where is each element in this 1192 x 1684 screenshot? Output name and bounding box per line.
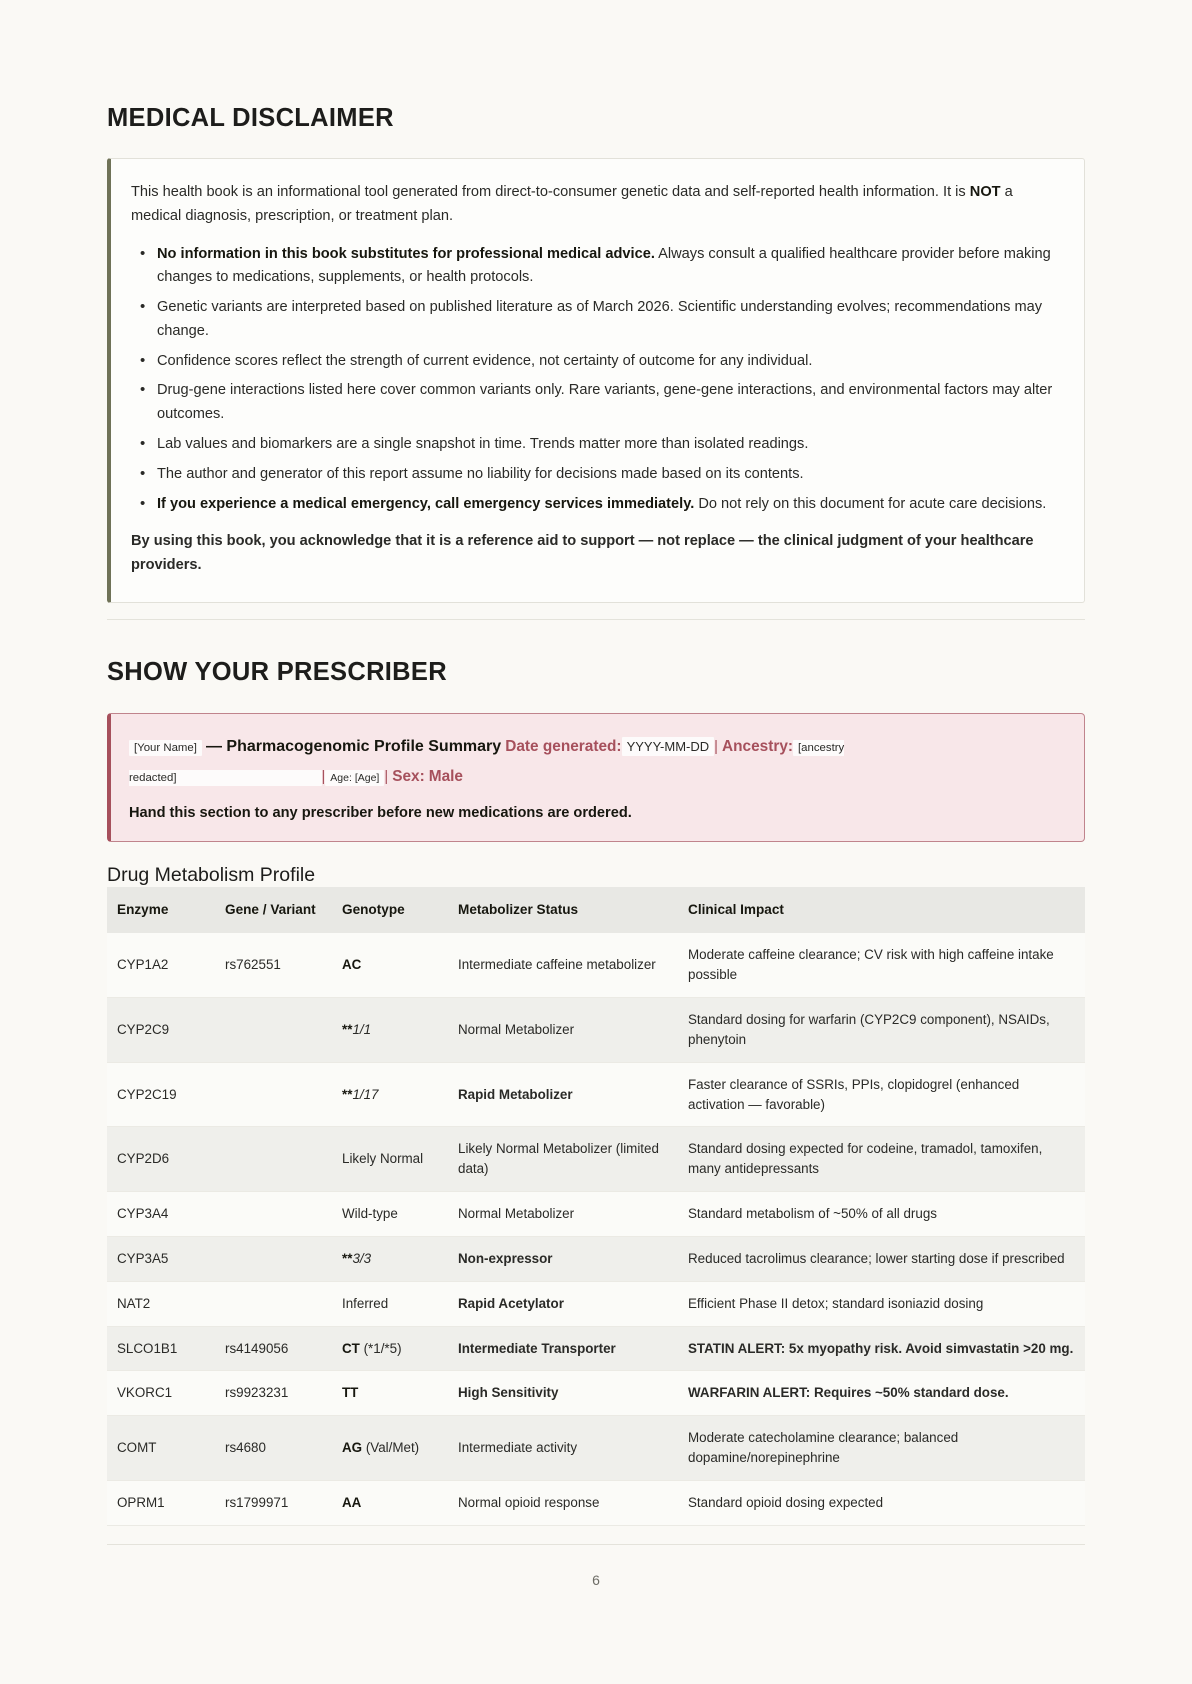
cell-clinical-impact: Efficient Phase II detox; standard isoniazid dosing (678, 1281, 1085, 1326)
footer-divider (107, 1544, 1085, 1545)
prescriber-identity-line (129, 732, 1064, 792)
genotype-bold: ** (342, 1250, 353, 1266)
bullet-text: Drug-gene interactions listed here cover common variants only. Rare variants, gene-gene interactions, and environmental factors may alter outcomes. (157, 382, 1053, 423)
cell-genotype (332, 1416, 448, 1481)
cell-genotype (332, 1326, 448, 1371)
table-row (107, 998, 1085, 1063)
cell-enzyme: OPRM1 (107, 1480, 215, 1525)
cell-metabolizer-status: Normal Metabolizer (448, 1192, 678, 1237)
list-item (157, 243, 1058, 291)
page-title-show-prescriber: SHOW YOUR PRESCRIBER (107, 657, 447, 686)
date-generated-field[interactable]: YYYY-MM-DD (622, 737, 715, 756)
bullet-bold: No information in this book substitutes for professional medical advice. (157, 245, 655, 262)
cell-metabolizer-status: Normal opioid response (448, 1480, 678, 1525)
table-header (107, 887, 1085, 933)
cell-genotype (332, 1371, 448, 1416)
genotype-bold: AC (342, 957, 362, 973)
table-row (107, 1416, 1085, 1481)
cell-enzyme: CYP3A5 (107, 1236, 215, 1281)
medical-disclaimer-callout (107, 158, 1085, 603)
genotype-bold: AG (342, 1440, 363, 1456)
drug-metabolism-title: Drug Metabolism Profile (107, 864, 316, 887)
genotype-allele: 1/1 (352, 1021, 372, 1037)
cell-genotype (332, 998, 448, 1063)
cell-genotype (332, 1281, 448, 1326)
cell-genotype (332, 933, 448, 997)
cell-clinical-impact: Moderate caffeine clearance; CV risk with high caffeine intake possible (678, 933, 1085, 997)
bullet-text: Always consult a qualified healthcare provider before making changes to medications, supplements, or health protocols. (157, 245, 1051, 286)
list-item (157, 493, 1058, 517)
genotype-bold: CT (342, 1340, 360, 1356)
age-field[interactable]: Age: [Age] (325, 770, 384, 786)
list-item (157, 463, 1058, 487)
column-header-variant: Gene / Variant (215, 887, 332, 933)
date-generated-label: Date generated: (505, 737, 622, 755)
genotype-bold: TT (342, 1385, 359, 1401)
cell-clinical-impact: Standard dosing expected for codeine, tramadol, tamoxifen, many antidepressants (678, 1127, 1085, 1192)
table-body (107, 933, 1085, 1525)
cell-variant: rs9923231 (215, 1371, 332, 1416)
cell-genotype (332, 1062, 448, 1127)
separator-2: | (321, 769, 326, 786)
table-row (107, 1062, 1085, 1127)
genotype-rest: Wild-type (342, 1206, 398, 1222)
cell-clinical-impact: Standard dosing for warfarin (CYP2C9 component), NSAIDs, phenytoin (678, 998, 1085, 1063)
column-header-status: Metabolizer Status (448, 887, 678, 933)
prescriber-handoff-note: Hand this section to any prescriber before new medications are ordered. (129, 805, 632, 822)
cell-enzyme: SLCO1B1 (107, 1326, 215, 1371)
column-header-genotype: Genotype (332, 887, 448, 933)
cell-clinical-impact: STATIN ALERT: 5x myopathy risk. Avoid simvastatin >20 mg. (678, 1326, 1085, 1371)
separator-1: | (714, 738, 718, 755)
cell-enzyme: VKORC1 (107, 1371, 215, 1416)
column-header-enzyme: Enzyme (107, 887, 215, 933)
cell-variant (215, 1236, 332, 1281)
genotype-allele: 3/3 (352, 1250, 372, 1266)
cell-enzyme: CYP1A2 (107, 933, 215, 997)
table-row (107, 1371, 1085, 1416)
genotype-bold: AA (342, 1494, 362, 1510)
cell-variant (215, 1281, 332, 1326)
your-name-field[interactable]: [Your Name] (129, 740, 202, 756)
table-row (107, 1281, 1085, 1326)
cell-clinical-impact: Standard metabolism of ~50% of all drugs (678, 1192, 1085, 1237)
genotype-rest: (*1/*5) (359, 1340, 402, 1356)
bullet-text: Confidence scores reflect the strength of current evidence, not certainty of outcome for any individual. (157, 352, 813, 369)
cell-clinical-impact: Moderate catecholamine clearance; balanced dopamine/norepinephrine (678, 1416, 1085, 1481)
table-header-row (107, 887, 1085, 933)
genotype-rest: Likely Normal (342, 1151, 424, 1167)
cell-genotype (332, 1127, 448, 1192)
cell-clinical-impact: Faster clearance of SSRIs, PPIs, clopidogrel (enhanced activation — favorable) (678, 1062, 1085, 1127)
bullet-text: Do not rely on this document for acute care decisions. (694, 495, 1047, 512)
disclaimer-bullet-list (131, 243, 1058, 517)
cell-genotype (332, 1236, 448, 1281)
list-item (157, 433, 1058, 457)
genotype-rest: Inferred (342, 1295, 389, 1311)
cell-variant (215, 1127, 332, 1192)
disclaimer-intro-b: a medical diagnosis, prescription, or treatment plan. (131, 184, 1013, 224)
cell-enzyme: CYP2C19 (107, 1062, 215, 1127)
bullet-text: Lab values and biomarkers are a single snapshot in time. Trends matter more than isolated readings. (157, 436, 809, 453)
disclaimer-intro-bold: NOT (969, 184, 1001, 200)
sex-label: Sex: (392, 768, 425, 786)
table-row (107, 1236, 1085, 1281)
cell-variant: rs1799971 (215, 1480, 332, 1525)
page-number: 6 (592, 1572, 600, 1588)
cell-enzyme: NAT2 (107, 1281, 215, 1326)
page-title-medical-disclaimer: MEDICAL DISCLAIMER (107, 104, 394, 132)
cell-metabolizer-status: Non-expressor (448, 1236, 678, 1281)
cell-genotype (332, 1192, 448, 1237)
bullet-bold: If you experience a medical emergency, call emergency services immediately. (157, 495, 695, 512)
drug-metabolism-section (107, 864, 1085, 1526)
table-row (107, 1127, 1085, 1192)
cell-variant: rs4680 (215, 1416, 332, 1481)
disclaimer-intro-a: This health book is an informational tool generated from direct-to-consumer genetic data and self-reported health information. It is (131, 184, 970, 200)
cell-genotype (332, 1480, 448, 1525)
drug-metabolism-table (107, 887, 1085, 1526)
table-row (107, 1192, 1085, 1237)
cell-variant: rs4149056 (215, 1326, 332, 1371)
cell-variant: rs762551 (215, 933, 332, 997)
prescriber-summary-title: — Pharmacogenomic Profile Summary (205, 737, 502, 755)
table-row (107, 1480, 1085, 1525)
genotype-rest: (Val/Met) (362, 1440, 420, 1456)
ancestry-field[interactable]: [ancestry redacted] (129, 741, 845, 785)
separator-3: | (384, 769, 389, 786)
list-item (157, 379, 1058, 427)
bullet-text: The author and generator of this report assume no liability for decisions made based on its contents. (157, 465, 804, 482)
cell-enzyme: CYP2C9 (107, 998, 215, 1063)
cell-metabolizer-status: Rapid Metabolizer (448, 1062, 678, 1127)
genotype-allele: 1/17 (352, 1086, 379, 1102)
cell-variant (215, 998, 332, 1063)
disclaimer-closing: By using this book, you acknowledge that it is a reference aid to support — not replace — the clinical judgment of your healthcare providers. (131, 533, 1034, 574)
cell-metabolizer-status: Likely Normal Metabolizer (limited data) (448, 1127, 678, 1192)
cell-metabolizer-status: Rapid Acetylator (448, 1281, 678, 1326)
cell-enzyme: CYP3A4 (107, 1192, 215, 1237)
disclaimer-intro (131, 181, 1058, 229)
list-item (157, 296, 1058, 344)
list-item (157, 350, 1058, 374)
sex-value: Male (428, 768, 463, 786)
ancestry-label: Ancestry: (722, 737, 794, 755)
cell-variant (215, 1192, 332, 1237)
cell-metabolizer-status: Intermediate Transporter (448, 1326, 678, 1371)
bullet-text: Genetic variants are interpreted based on published literature as of March 2026. Scientific understanding evolves; recommendations may change. (157, 299, 1043, 339)
table-row (107, 1326, 1085, 1371)
cell-variant (215, 1062, 332, 1127)
genotype-bold: ** (342, 1021, 353, 1037)
genotype-bold: ** (342, 1086, 353, 1102)
cell-metabolizer-status: Intermediate activity (448, 1416, 678, 1481)
prescriber-summary-banner (107, 713, 1085, 842)
cell-metabolizer-status: High Sensitivity (448, 1371, 678, 1416)
cell-clinical-impact: Reduced tacrolimus clearance; lower starting dose if prescribed (678, 1236, 1085, 1281)
table-row (107, 933, 1085, 997)
cell-enzyme: COMT (107, 1416, 215, 1481)
cell-enzyme: CYP2D6 (107, 1127, 215, 1192)
cell-metabolizer-status: Intermediate caffeine metabolizer (448, 933, 678, 997)
cell-metabolizer-status: Normal Metabolizer (448, 998, 678, 1063)
cell-clinical-impact: WARFARIN ALERT: Requires ~50% standard dose. (678, 1371, 1085, 1416)
column-header-impact: Clinical Impact (678, 887, 1085, 933)
cell-clinical-impact: Standard opioid dosing expected (678, 1480, 1085, 1525)
